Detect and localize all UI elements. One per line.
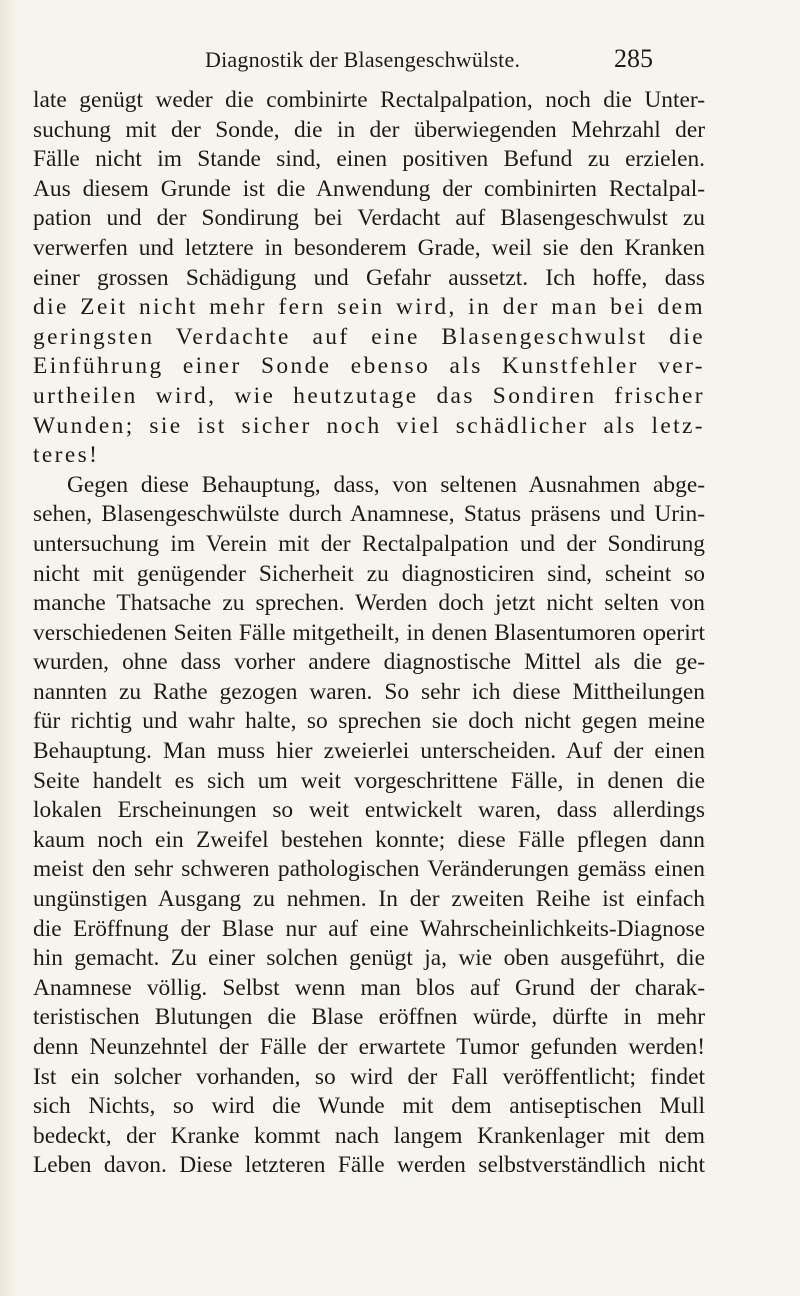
text-line: untersuchung im Verein mit der Rectalpalpation und der Sondirung: [33, 530, 705, 557]
page-number: 285: [614, 44, 653, 73]
text-line: kaum noch ein Zweifel bestehen konnte; diese Fälle pflegen dann: [33, 826, 705, 853]
text-line: wurden, ohne dass vorher andere diagnostische Mittel als die ge-: [33, 649, 705, 676]
text-line: Behauptung. Man muss hier zweierlei unterscheiden. Auf der einen: [33, 738, 705, 765]
text-line-emphasis: Wunden; sie ist sicher noch viel schädlicher als letz-: [33, 412, 705, 439]
text-line: für richtig und wahr halte, so sprechen sie doch nicht gegen meine: [33, 708, 705, 735]
text-line: teristischen Blutungen die Blase eröffnen würde, dürfte in mehr: [33, 1004, 705, 1031]
text-line: Anamnese völlig. Selbst wenn man blos auf Grund der charak-: [33, 974, 705, 1001]
text-line: sehen, Blasengeschwülste durch Anamnese, Status präsens und Urin-: [33, 501, 705, 528]
page-binding-edge: [0, 0, 18, 1296]
text-line: hin gemacht. Zu einer solchen genügt ja, wie oben ausgeführt, die: [33, 945, 705, 972]
paragraph-start: Gegen diese Behauptung, dass, von seltenen Ausnahmen abge-: [67, 471, 705, 498]
page-header: [0, 44, 800, 77]
text-line: die Eröffnung der Blase nur auf eine Wahrscheinlichkeits-Diagnose: [33, 915, 705, 942]
text-line-emphasis: geringsten Verdachte auf eine Blasengeschwulst die: [33, 323, 705, 350]
text-line: Ist ein solcher vorhanden, so wird der Fall veröffentlicht; findet: [33, 1063, 705, 1090]
text-line: Fälle nicht im Stande sind, einen positiven Befund zu erzielen.: [33, 146, 705, 173]
text-line: Aus diesem Grunde ist die Anwendung der combinirten Rectalpal-: [33, 175, 705, 202]
text-line: bedeckt, der Kranke kommt nach langem Krankenlager mit dem: [33, 1122, 705, 1149]
text-line: einer grossen Schädigung und Gefahr aussetzt. Ich hoffe, dass: [33, 264, 705, 291]
text-line: ungünstigen Ausgang zu nehmen. In der zweiten Reihe ist einfach: [33, 886, 705, 913]
text-line: manche Thatsache zu sprechen. Werden doch jetzt nicht selten von: [33, 590, 705, 617]
body-text: [33, 86, 705, 1181]
text-line-emphasis: Einführung einer Sonde ebenso als Kunstfehler ver-: [33, 353, 705, 380]
text-line: Leben davon. Diese letzteren Fälle werden selbstverständlich nicht: [33, 1152, 705, 1179]
running-title: Diagnostik der Blasengeschwülste.: [205, 47, 521, 72]
text-line: verwerfen und letztere in besonderem Grade, weil sie den Kranken: [33, 234, 705, 261]
text-line: nannten zu Rathe gezogen waren. So sehr ich diese Mittheilungen: [33, 678, 705, 705]
text-line: verschiedenen Seiten Fälle mitgetheilt, in denen Blasentumoren operirt: [33, 619, 705, 646]
text-line: sich Nichts, so wird die Wunde mit dem antiseptischen Mull: [33, 1093, 705, 1120]
text-line: meist den sehr schweren pathologischen Veränderungen gemäss einen: [33, 856, 705, 883]
text-line: late genügt weder die combinirte Rectalpalpation, noch die Unter-: [33, 87, 705, 113]
text-line: lokalen Erscheinungen so weit entwickelt waren, dass allerdings: [33, 797, 705, 824]
text-line: pation und der Sondirung bei Verdacht auf Blasengeschwulst zu: [33, 205, 705, 232]
text-line-emphasis: teres!: [33, 442, 100, 469]
text-line-emphasis: urtheilen wird, wie heutzutage das Sondiren frischer: [33, 382, 705, 409]
text-line: Seite handelt es sich um weit vorgeschrittene Fälle, in denen die: [33, 767, 705, 794]
text-line: denn Neunzehntel der Fälle der erwartete Tumor gefunden werden!: [33, 1034, 705, 1060]
text-line: suchung mit der Sonde, die in der überwiegenden Mehrzahl der: [33, 116, 705, 143]
text-line: nicht mit genügender Sicherheit zu diagnosticiren sind, scheint so: [33, 560, 705, 587]
text-line-emphasis: die Zeit nicht mehr fern sein wird, in der man bei dem: [33, 294, 705, 321]
